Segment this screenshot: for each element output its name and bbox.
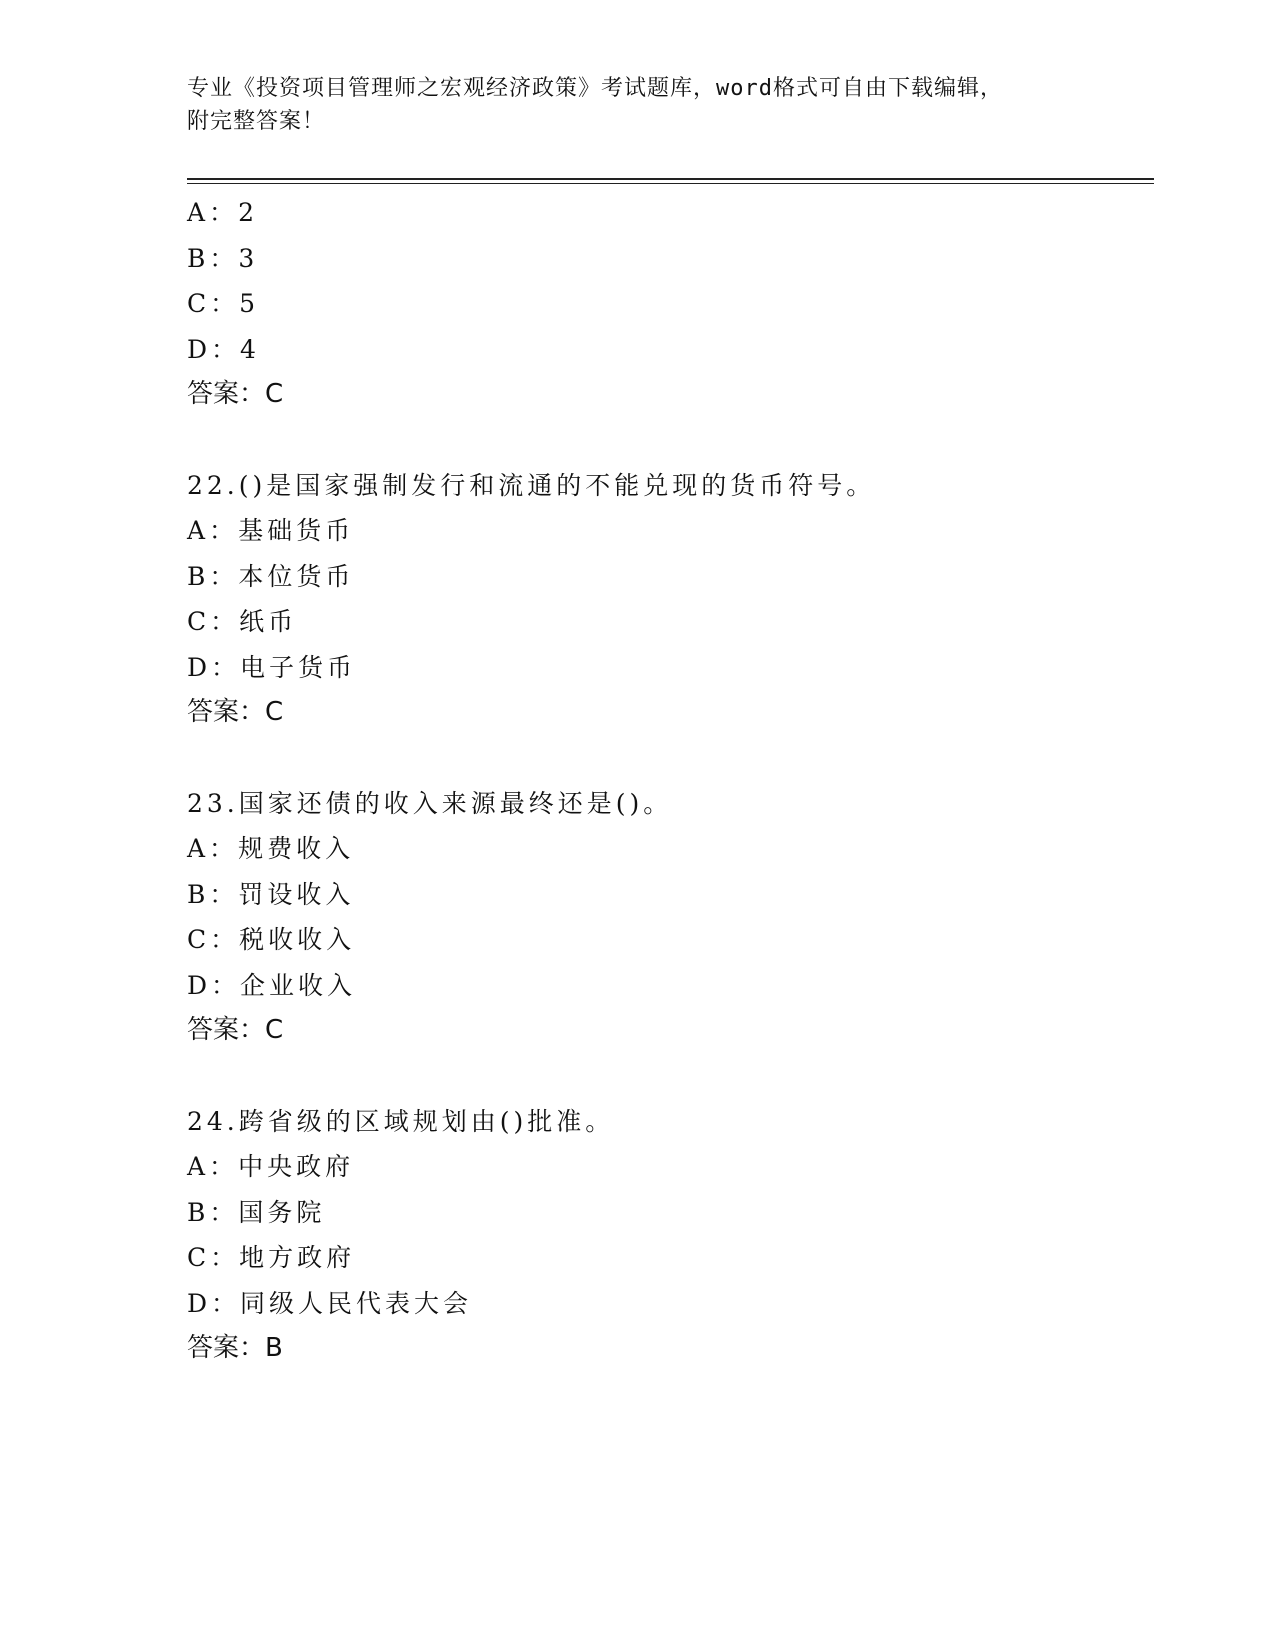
header-line-1: 专业《投资项目管理师之宏观经济政策》考试题库，word格式可自由下载编辑， (187, 76, 1003, 101)
option-a: A：基础货币 (187, 516, 355, 545)
document-page (187, 0, 1154, 1650)
option-c: C：5 (187, 289, 260, 318)
question-23 (187, 781, 1154, 1054)
option-d: D：同级人民代表大会 (187, 1288, 473, 1318)
option-b: B：罚设收入 (187, 879, 355, 909)
question-stem: 23.国家还债的收入来源最终还是()。 (187, 788, 673, 818)
header-line-2: 附完整答案！ (187, 109, 326, 134)
option-d: D：企业收入 (187, 970, 357, 1000)
option-c: C：纸币 (187, 607, 298, 636)
answer-line: 答案：C (187, 697, 284, 727)
option-a: A：中央政府 (187, 1152, 355, 1181)
question-stem: 22.()是国家强制发行和流通的不能兑现的货币符号。 (187, 470, 876, 500)
option-b: B：3 (187, 243, 259, 273)
question-stem: 24.跨省级的区域规划由()批准。 (187, 1106, 615, 1136)
option-d: D：4 (187, 334, 260, 364)
option-c: C：地方政府 (187, 1243, 356, 1272)
question-21-partial (187, 190, 1154, 418)
answer-line: 答案：B (187, 1333, 283, 1363)
question-22 (187, 463, 1154, 736)
question-24 (187, 1099, 1154, 1372)
option-d: D：电子货币 (187, 652, 357, 682)
option-a: A：规费收入 (187, 834, 355, 863)
document-header (187, 72, 1087, 138)
option-b: B：国务院 (187, 1197, 326, 1227)
question-list (187, 190, 1154, 1372)
answer-line: 答案：C (187, 1015, 284, 1045)
option-c: C：税收收入 (187, 925, 356, 954)
header-divider (187, 178, 1154, 184)
answer-line: 答案：C (187, 379, 284, 409)
option-a: A：2 (187, 198, 258, 227)
option-b: B：本位货币 (187, 561, 355, 591)
